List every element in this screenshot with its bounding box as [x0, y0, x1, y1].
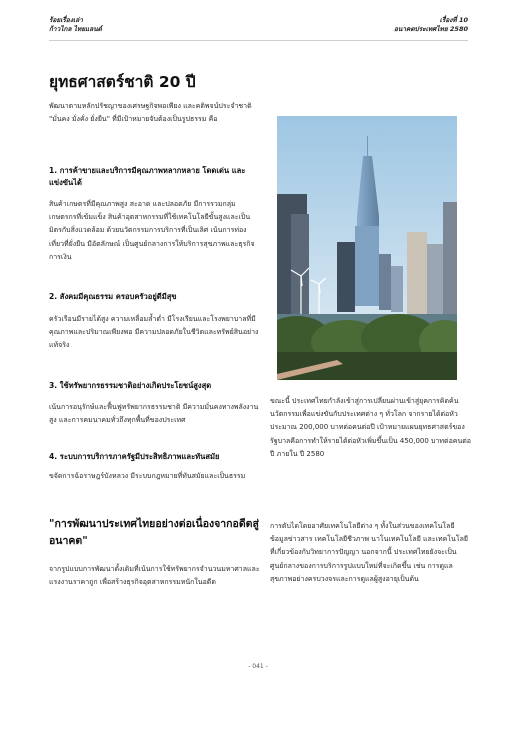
series-title: ร้อยเรื่องเล่า [49, 16, 83, 24]
section-2-body: ครัวเรือนมีรายได้สูง ความเหลื่อมล้ำต่ำ มีโรงเรียนและโรงพยาบาลที่มีคุณภาพและปริมาณเพียงพอ มีความปลอดภัยในชีวิตและทรัพย์สินอย่างแท้จริง [49, 315, 259, 350]
quote-body: จากรูปแบบการพัฒนาดั้งเดิมที่เน้นการใช้ทรัพยากรจำนวนมหาศาลและแรงงานราคาถูก เพื่อสร้างธุรกิจอุตสาหกรรมหนักในอดีต [49, 565, 260, 587]
chapter-number: เรื่องที่ 10 [439, 16, 468, 24]
city-skyline-photo [277, 116, 457, 380]
section-2-heading: 2. สังคมมีคุณธรรม ครอบครัวอยู่ดีมีสุข [49, 292, 177, 301]
section-1-heading: 1. การค้าขายและบริการมีคุณภาพหลากหลาย โดดเด่น และแข่งขันได้ [49, 166, 246, 187]
page-title: ยุทธศาสตร์ชาติ 20 ปี [49, 73, 196, 91]
series-subtitle: ก้าวไกล ไทยแลนด์ [49, 25, 102, 33]
page-number: - 041 - [248, 663, 268, 670]
right-column-paragraph-1: ขณะนี้ ประเทศไทยกำลังเข้าสู่การเปลี่ยนผ่านเข้าสู่ยุคการคิดค้นนวัตกรรมเพื่อแข่งขันกับประเทศต่าง ๆ ทั่วโลก จากรายได้ต่อหัวประมาณ 200,000 บาทต่อคนต่อปี เป้าหมายแผนยุทธศาสตร์ของรัฐบาลคือการทำให้รายได้ต่อหัวเพิ่มขึ้นเป็น 450,000 บาทต่อคนต่อปี ภายใน ปี 2580 [270, 397, 471, 458]
intro-paragraph: พัฒนาตามหลักปรัชญาของเศรษฐกิจพอเพียง และคติพจน์ประจำชาติ "มั่นคง มั่งคั่ง ยั่งยืน" ที่มีเป้าหมายจับต้องเป็นรูปธรรม คือ [49, 102, 252, 124]
section-3-body: เน้นการอนุรักษ์และฟื้นฟูทรัพยากรธรรมชาติ มีความมั่นคงทางพลังงานสูง และการคมนาคมทั่วถึงทุกพื้นที่ของประเทศ [49, 403, 259, 425]
section-1-body: สินค้าเกษตรที่มีคุณภาพสูง สะอาด และปลอดภัย มีการรวมกลุ่มเกษตรกรที่เข้มแข็ง สินค้าอุตสาหกรรมที่ใช้เทคโนโลยีขั้นสูงและเป็นมิตรกับสิ่งแวดล้อม ด้วยนวัตกรรมการบริการที่เป็นเลิศ เน้นการท่องเที่ยวที่ยั่งยืน มีอัตลักษณ์ เป็นศูนย์กลางการให้บริการสุขภาพและธุรกิจการเงิน [49, 200, 255, 261]
header-rule [49, 40, 468, 41]
section-4-heading: 4. ระบบการบริการภาครัฐมีประสิทธิภาพและทันสมัย [49, 452, 220, 461]
running-header-right [394, 16, 468, 34]
section-4-body: ขจัดการฉ้อราษฎร์บังหลวง มีระบบกฎหมายที่ทันสมัยและเป็นธรรม [49, 472, 246, 480]
right-column-paragraph-2: การดับไดโดยอาศัยเทคโนโลยีต่าง ๆ ทั้งในส่วนของเทคโนโลยีข้อมูลข่าวสาร เทคโนโลยีชีวภาพ นาโนเทคโนโลยี และเทคโนโลยีที่เกี่ยวข้องกับวิทยาการปัญญา นอกจากนี้ ประเทศไทยยังจะเป็นศูนย์กลางของการบริการรูปแบบใหม่ที่จะเกิดขึ้น เช่น การดูแลสุขภาพอย่างครบวงจรและการดูแลผู้สูงอายุเป็นต้น [270, 522, 468, 583]
pull-quote: "การพัฒนาประเทศไทยอย่างต่อเนื่องจากอดีตสู่อนาคต" [49, 518, 259, 547]
section-3-heading: 3. ใช้ทรัพยากรธรรมชาติอย่างเกิดประโยชน์สูงสุด [49, 381, 212, 390]
running-header-left [49, 16, 102, 34]
city-skyline-illustration [277, 116, 457, 380]
chapter-title: อนาคตประเทศไทย 2580 [393, 25, 468, 33]
